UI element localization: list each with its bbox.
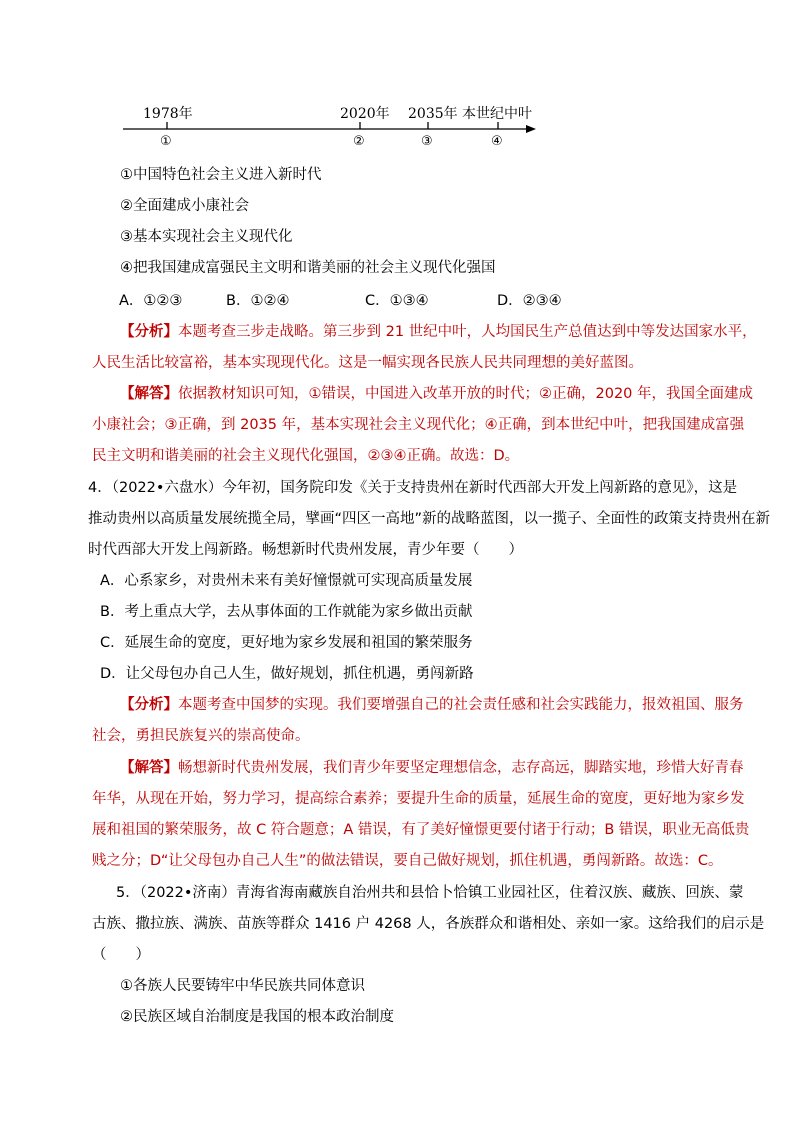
q5-stem-line-3: （ ） <box>92 947 150 963</box>
q3-item-3: ③基本实现社会主义现代化 <box>120 229 293 245</box>
q4-answer-text-1: 畅想新时代贵州发展，我们青少年要坚定理想信念，志存高远，脚踏实地，珍惜大好青春 <box>178 760 744 776</box>
timeline-mark-4: ④ <box>491 134 503 149</box>
timeline-mark-3: ③ <box>421 134 433 149</box>
q3-answer-text-1: 依据教材知识可知，①错误，中国进入改革开放的时代；②正确，2020 年，我国全面建成 <box>178 386 754 402</box>
q4-option-c: C．延展生命的宽度，更好地为家乡发展和祖国的繁荣服务 <box>100 635 473 651</box>
q4-answer-line-1 <box>120 758 744 778</box>
q4-analysis-line-1 <box>120 695 744 715</box>
q3-analysis-text-1: 本题考查三步走战略。第三步到 21 世纪中叶，人均国民生产总值达到中等发达国家水平， <box>178 324 757 340</box>
q4-answer-tag: 【解答】 <box>120 760 178 776</box>
q3-analysis-line-2: 人民生活比较富裕，基本实现现代化。这是一幅实现各民族人民共同理想的美好蓝图。 <box>92 355 643 371</box>
q4-option-b: B．考上重点大学，去从事体面的工作就能为家乡做出贡献 <box>100 604 473 620</box>
q4-answer-line-2: 年华，从现在开始，努力学习，提高综合素养；要提升生命的质量，延展生命的宽度，更好地为家乡发 <box>92 791 745 807</box>
q3-option-c: C．①③④ <box>365 293 429 309</box>
q4-stem-line-3: 时代西部大开发上闯新路。畅想新时代贵州发展，青少年要（ ） <box>88 542 523 558</box>
timeline-mark-2: ② <box>353 134 365 149</box>
q3-answer-line-1 <box>120 384 753 404</box>
q4-answer-line-3: 展和祖国的繁荣服务，故 C 符合题意；A 错误，有了美好憧憬更要付诸于行动；B 错误，职业无高低贵 <box>92 822 750 838</box>
q4-stem-line-1: 4．（2022•六盘水）今年初，国务院印发《关于支持贵州在新时代西部大开发上闯新路的意见》，这是 <box>88 480 738 496</box>
q5-item-2: ②民族区域自治制度是我国的根本政治制度 <box>120 1009 394 1025</box>
q5-item-1: ①各族人民要铸牢中华民族共同体意识 <box>120 978 365 994</box>
q3-analysis-line-1 <box>120 322 757 342</box>
q4-stem-line-2: 推动贵州以高质量发展统揽全局，擘画“四区一高地”新的战略蓝图，以一揽子、全面性的政策支持贵州在新 <box>88 511 771 527</box>
q4-analysis-line-2: 社会，勇担民族复兴的崇高使命。 <box>92 728 310 744</box>
timeline-label-midcentury: 本世纪中叶 <box>462 106 532 122</box>
q3-analysis-tag: 【分析】 <box>120 324 178 340</box>
timeline-label-2020: 2020年 <box>340 106 390 122</box>
q3-item-2: ②全面建成小康社会 <box>120 198 249 214</box>
q3-answer-line-2: 小康社会；③正确，到 2035 年，基本实现社会主义现代化；④正确，到本世纪中叶，把我国建成富强 <box>92 417 745 433</box>
q5-stem-line-1: 5．（2022•济南）青海省海南藏族自治州共和县恰卜恰镇工业园社区，住着汉族、藏族、回族、蒙 <box>116 885 744 901</box>
timeline-label-2035: 2035年 <box>408 106 458 122</box>
q3-item-4: ④把我国建成富强民主文明和谐美丽的社会主义现代化强国 <box>120 260 496 276</box>
q3-item-1: ①中国特色社会主义进入新时代 <box>120 167 322 183</box>
q3-answer-line-3: 民主文明和谐美丽的社会主义现代化强国，②③④正确。故选：D。 <box>92 448 520 464</box>
q4-option-a: A．心系家乡，对贵州未来有美好憧憬就可实现高质量发展 <box>100 573 473 589</box>
q4-analysis-tag: 【分析】 <box>120 697 178 713</box>
q4-analysis-text-1: 本题考查中国梦的实现。我们要增强自己的社会责任感和社会实践能力，报效祖国、服务 <box>178 697 744 713</box>
q3-option-b: B．①②④ <box>226 293 290 309</box>
timeline-axis <box>0 0 793 160</box>
q3-option-d: D．②③④ <box>497 293 562 309</box>
q3-answer-tag: 【解答】 <box>120 386 178 402</box>
q4-option-d: D．让父母包办自己人生，做好规划，抓住机遇，勇闯新路 <box>100 666 474 682</box>
timeline-mark-1: ① <box>160 134 172 149</box>
q4-answer-line-4: 贱之分；D“让父母包办自己人生”的做法错误，要自己做好规划，抓住机遇，勇闯新路。故选：C。 <box>92 853 723 869</box>
q3-option-a: A．①②③ <box>119 293 183 309</box>
timeline-label-1978: 1978年 <box>143 106 193 122</box>
q5-stem-line-2: 古族、撒拉族、满族、苗族等群众 1416 户 4268 人，各族群众和谐相处、亲如一家。这给我们的启示是 <box>92 916 765 932</box>
